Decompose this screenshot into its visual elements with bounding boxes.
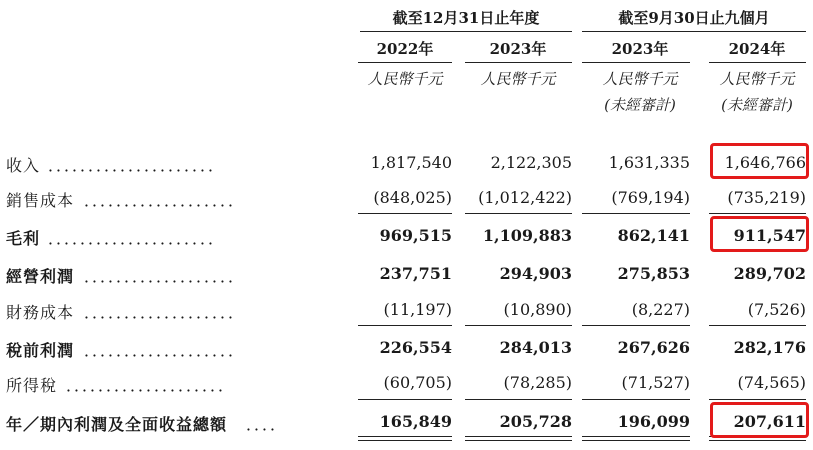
highlight-box bbox=[710, 216, 809, 252]
rule-line bbox=[582, 325, 690, 326]
cell-value: 267,626 bbox=[617, 338, 690, 357]
row-label: 經營利潤 bbox=[6, 267, 75, 286]
cell-value: (74,565) bbox=[737, 373, 806, 392]
cell-value: 294,903 bbox=[499, 264, 572, 283]
year-header: 2023年 bbox=[489, 40, 547, 58]
cell-value: 2,122,305 bbox=[490, 153, 572, 172]
cell-value: 282,176 bbox=[733, 338, 806, 357]
cell-value: (1,012,422) bbox=[478, 188, 572, 207]
cell-value: (8,227) bbox=[631, 300, 690, 319]
column-group-header: 截至9月30日止九個月 bbox=[618, 9, 770, 27]
highlight-box bbox=[710, 402, 809, 438]
rule-line bbox=[465, 436, 572, 437]
cell-value: (10,890) bbox=[503, 300, 572, 319]
cell-value: 196,099 bbox=[617, 412, 690, 431]
cell-value: (735,219) bbox=[727, 188, 806, 207]
rule-line bbox=[709, 399, 806, 400]
year-underline bbox=[465, 62, 572, 63]
cell-value: 1,631,335 bbox=[608, 153, 690, 172]
cell-value: 1,109,883 bbox=[482, 226, 572, 245]
year-underline bbox=[582, 62, 690, 63]
highlight-box bbox=[710, 143, 809, 179]
row-leader-dots: ．．．． bbox=[246, 415, 287, 434]
row-label: 收入 bbox=[6, 156, 41, 175]
year-underline bbox=[358, 62, 452, 63]
year-header: 2024年 bbox=[728, 40, 786, 58]
column-group-header: 截至12月31日止年度 bbox=[392, 9, 540, 27]
cell-value: 284,013 bbox=[499, 338, 572, 357]
cell-value: 289,702 bbox=[733, 264, 806, 283]
group-underline bbox=[582, 31, 806, 32]
row-label: 財務成本 bbox=[6, 303, 75, 322]
rule-line-double bbox=[465, 440, 572, 441]
cell-value: 165,849 bbox=[379, 412, 452, 431]
row-label: 年／期內利潤及全面收益總額 bbox=[6, 415, 228, 434]
rule-line bbox=[465, 399, 572, 400]
row-label: 銷售成本 bbox=[6, 191, 75, 210]
row-leader-dots: ．．．．．．．．．．．．．．．．．．． bbox=[84, 303, 245, 322]
cell-value: 226,554 bbox=[379, 338, 452, 357]
row-leader-dots: ．．．．．．．．．．．．．．．．．．．． bbox=[66, 376, 235, 395]
rule-line bbox=[709, 325, 806, 326]
rule-line-double bbox=[582, 440, 690, 441]
cell-value: 862,141 bbox=[617, 226, 690, 245]
currency-unit: 人民幣千元 bbox=[480, 70, 556, 88]
row-leader-dots: ．．．．．．．．．．．．．．．．．．．．． bbox=[48, 156, 225, 175]
rule-line bbox=[582, 399, 690, 400]
rule-line bbox=[358, 436, 452, 437]
cell-value: 969,515 bbox=[379, 226, 452, 245]
rule-line bbox=[582, 213, 690, 214]
year-header: 2022年 bbox=[376, 40, 434, 58]
audit-note: (未經審計) bbox=[604, 96, 676, 114]
row-label: 所得稅 bbox=[6, 376, 58, 395]
currency-unit: 人民幣千元 bbox=[602, 70, 678, 88]
row-leader-dots: ．．．．．．．．．．．．．．．．．．． bbox=[84, 267, 245, 286]
cell-value: 205,728 bbox=[499, 412, 572, 431]
cell-value: (848,025) bbox=[373, 188, 452, 207]
currency-unit: 人民幣千元 bbox=[367, 70, 443, 88]
year-underline bbox=[709, 62, 806, 63]
rule-line bbox=[358, 399, 452, 400]
row-label: 稅前利潤 bbox=[6, 341, 75, 360]
rule-line bbox=[358, 213, 452, 214]
rule-line-double bbox=[709, 440, 806, 441]
row-leader-dots: ．．．．．．．．．．．．．．．．．．．．． bbox=[48, 229, 225, 248]
cell-value: 237,751 bbox=[379, 264, 452, 283]
cell-value: 1,817,540 bbox=[370, 153, 452, 172]
rule-line bbox=[465, 213, 572, 214]
audit-note: (未經審計) bbox=[721, 96, 793, 114]
cell-value: 911,547 bbox=[733, 226, 806, 245]
row-leader-dots: ．．．．．．．．．．．．．．．．．．． bbox=[84, 341, 245, 360]
cell-value: 275,853 bbox=[617, 264, 690, 283]
rule-line bbox=[582, 436, 690, 437]
row-leader-dots: ．．．．．．．．．．．．．．．．．．． bbox=[84, 191, 245, 210]
year-header: 2023年 bbox=[611, 40, 669, 58]
cell-value: (71,527) bbox=[621, 373, 690, 392]
cell-value: (769,194) bbox=[611, 188, 690, 207]
cell-value: (11,197) bbox=[383, 300, 452, 319]
rule-line-double bbox=[358, 440, 452, 441]
rule-line bbox=[709, 213, 806, 214]
rule-line bbox=[465, 325, 572, 326]
cell-value: 207,611 bbox=[733, 412, 806, 431]
cell-value: (60,705) bbox=[383, 373, 452, 392]
row-label: 毛利 bbox=[6, 229, 41, 248]
cell-value: 1,646,766 bbox=[724, 153, 806, 172]
rule-line bbox=[358, 325, 452, 326]
group-underline bbox=[360, 31, 572, 32]
cell-value: (7,526) bbox=[747, 300, 806, 319]
currency-unit: 人民幣千元 bbox=[719, 70, 795, 88]
cell-value: (78,285) bbox=[503, 373, 572, 392]
